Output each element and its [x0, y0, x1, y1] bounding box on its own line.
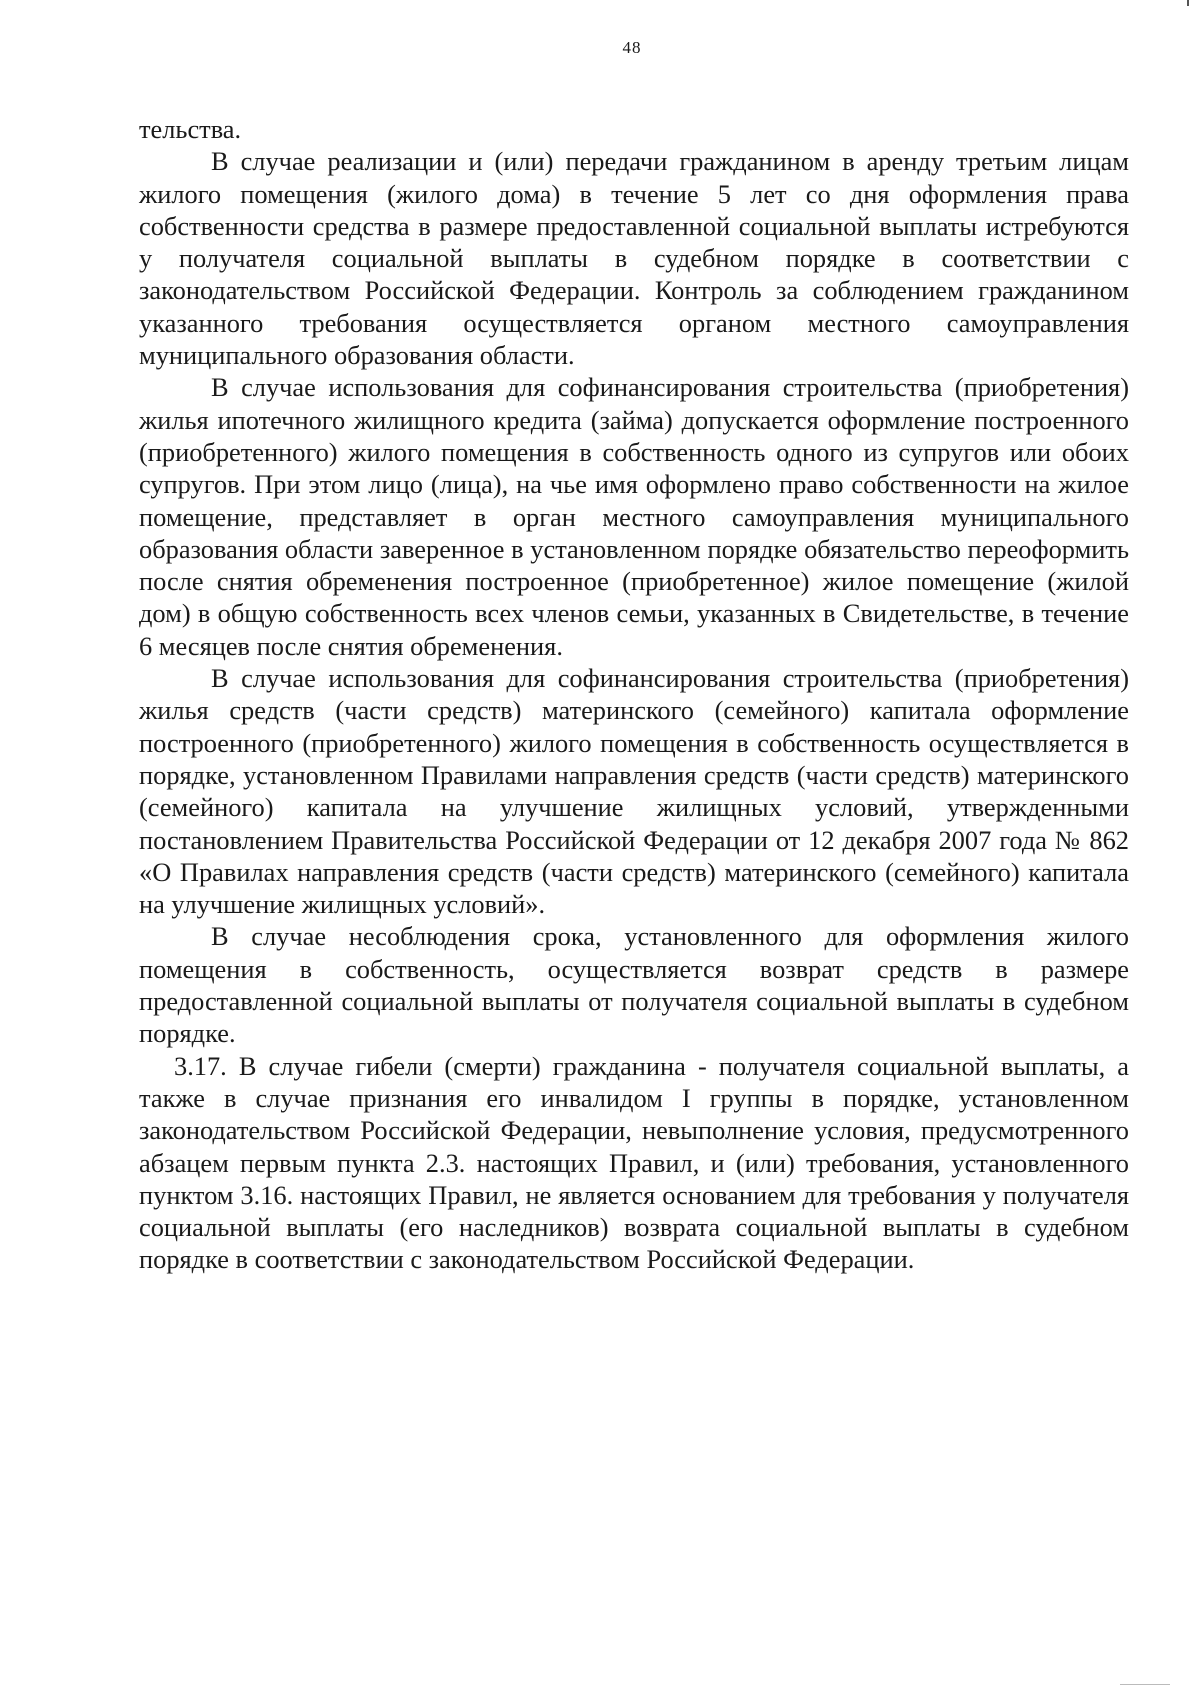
- paragraph-realization-clause: В случае реализации и (или) передачи гражданином в аренду третьим лицам жилого помещения (жилого дома) в течение 5 лет со дня оформления права собственности средства в размере предоставленной социальной выплаты истребуются у получателя социальной выплаты в судебном порядке в соответствии с законодательством Российской Федерации. Контроль за соблюдением гражданином указанного требования осуществляется органом местного самоуправления муниципального образования области.: [139, 146, 1129, 371]
- paragraph-deadline-clause: В случае несоблюдения срока, установленного для оформления жилого помещения в собственность, осуществляется возврат средств в размере предоставленной социальной выплаты от получателя социальной выплаты в судебном порядке.: [139, 921, 1129, 1049]
- document-body: [139, 113, 1129, 1276]
- paragraph-continuation: тельства.: [139, 114, 242, 144]
- page-number: 48: [622, 38, 642, 57]
- paragraph-mortgage-clause: В случае использования для софинансирования строительства (приобретения) жилья ипотечного жилищного кредита (займа) допускается оформление построенного (приобретенного) жилого помещения в собственность одного из супругов или обоих супругов. При этом лицо (лица), на чье имя оформлено право собственности на жилое помещение, представляет в орган местного самоуправления муниципального образования области заверенное в установленном порядке обязательство переоформить после снятия обременения построенное (приобретенное) жилое помещение (жилой дом) в общую собственность всех членов семьи, указанных в Свидетельстве, в течение 6 месяцев после снятия обременения.: [139, 372, 1129, 661]
- paragraph-section-3-17: 3.17. В случае гибели (смерти) гражданина - получателя социальной выплаты, а также в случае признания его инвалидом I группы в порядке, установленном законодательством Российской Федерации, невыполнение условия, предусмотренного абзацем первым пункта 2.3. настоящих Правил, и (или) требования, установленного пунктом 3.16. настоящих Правил, не является основанием для требования у получателя социальной выплаты (его наследников) возврата социальной выплаты в судебном порядке в соответствии с законодательством Российской Федерации.: [139, 1050, 1129, 1275]
- scan-artifact-top-right: [1187, 0, 1189, 6]
- paragraph-maternity-capital-clause: В случае использования для софинансирования строительства (приобретения) жилья средств (части средств) материнского (семейного) капитала оформление построенного (приобретенного) жилого помещения в собственность осуществляется в порядке, установленном Правилами направления средств (части средств) материнского (семейного) капитала на улучшение жилищных условий, утвержденными постановлением Правительства Российской Федерации от 12 декабря 2007 года № 862 «О Правилах направления средств (части средств) материнского (семейного) капитала на улучшение жилищных условий».: [139, 663, 1129, 920]
- scan-artifact-bottom-right: [1120, 1684, 1170, 1685]
